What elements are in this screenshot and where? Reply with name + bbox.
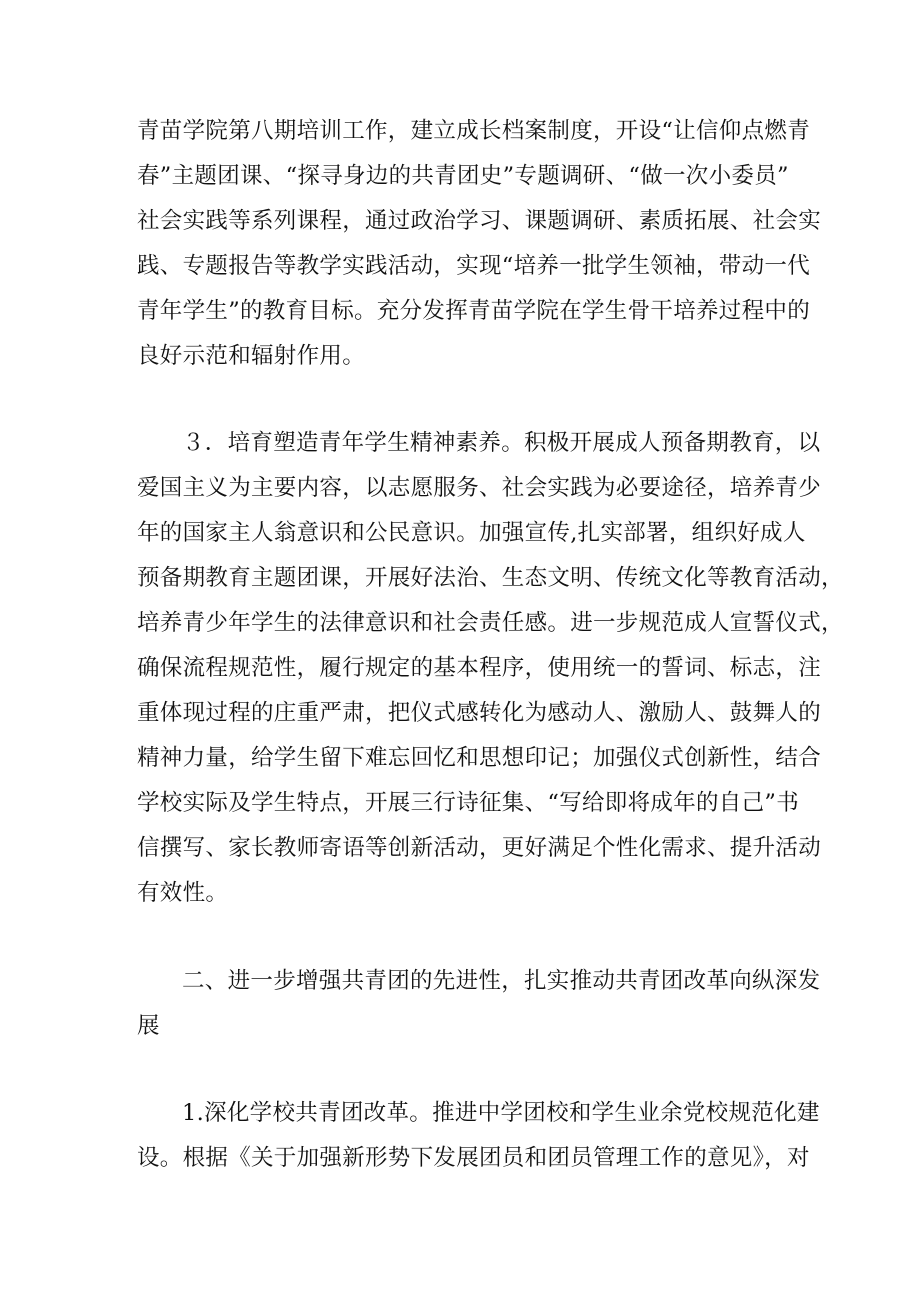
text-line: 培养青少年学生的法律意识和社会责任感。进一步规范成人宣誓仪式，	[137, 610, 844, 636]
heading-line: 二、进一步增强共青团的先进性，扎实推动共青团改革向纵深发	[182, 968, 821, 994]
text-line: 爱国主义为主要内容，以志愿服务、社会实践为必要途径，培养青少	[137, 475, 822, 501]
text-line: 春”主题团课、“探寻身边的共青团史”专题调研、“做一次小委员”	[137, 163, 789, 189]
text-line: 良好示范和辐射作用。	[137, 343, 366, 369]
text-line: 重体现过程的庄重严肃，把仪式感转化为感动人、激励人、鼓舞人的	[137, 700, 822, 726]
text-line: 预备期教育主题团课，开展好法治、生态文明、传统文化等教育活动，	[137, 565, 844, 591]
text-line: 学校实际及学生特点，开展三行诗征集、“写给即将成年的自己”书	[137, 790, 800, 816]
text-line: 1.深化学校共青团改革。推进中学团校和学生业余党校规范化建	[182, 1100, 820, 1126]
text-line: 确保流程规范性，履行规定的基本程序，使用统一的誓词、标志，注	[137, 655, 822, 681]
text-line: 精神力量，给学生留下难忘回忆和思想印记；加强仪式创新性，结合	[137, 745, 822, 771]
text-line: 有效性。	[137, 880, 229, 906]
text-line: ３．培育塑造青年学生精神素养。积极开展成人预备期教育，以	[182, 430, 821, 456]
text-line: 社会实践等系列课程，通过政治学习、课题调研、素质拓展、社会实	[137, 208, 822, 234]
text-line: 设。根据《关于加强新形势下发展团员和团员管理工作的意见》，对	[137, 1145, 810, 1171]
heading-line: 展	[137, 1013, 160, 1039]
text-line: 践、专题报告等教学实践活动，实现“培养一批学生领袖，带动一代	[137, 253, 811, 279]
text-line: 信撰写、家长教师寄语等创新活动，更好满足个性化需求、提升活动	[137, 835, 822, 861]
text-line: 青年学生”的教育目标。充分发挥青苗学院在学生骨干培养过程中的	[137, 298, 811, 324]
text-line: 年的国家主人翁意识和公民意识。加强宣传,扎实部署，组织好成人	[137, 520, 806, 546]
text-line: 青苗学院第八期培训工作，建立成长档案制度，开设“让信仰点燃青	[137, 118, 811, 144]
